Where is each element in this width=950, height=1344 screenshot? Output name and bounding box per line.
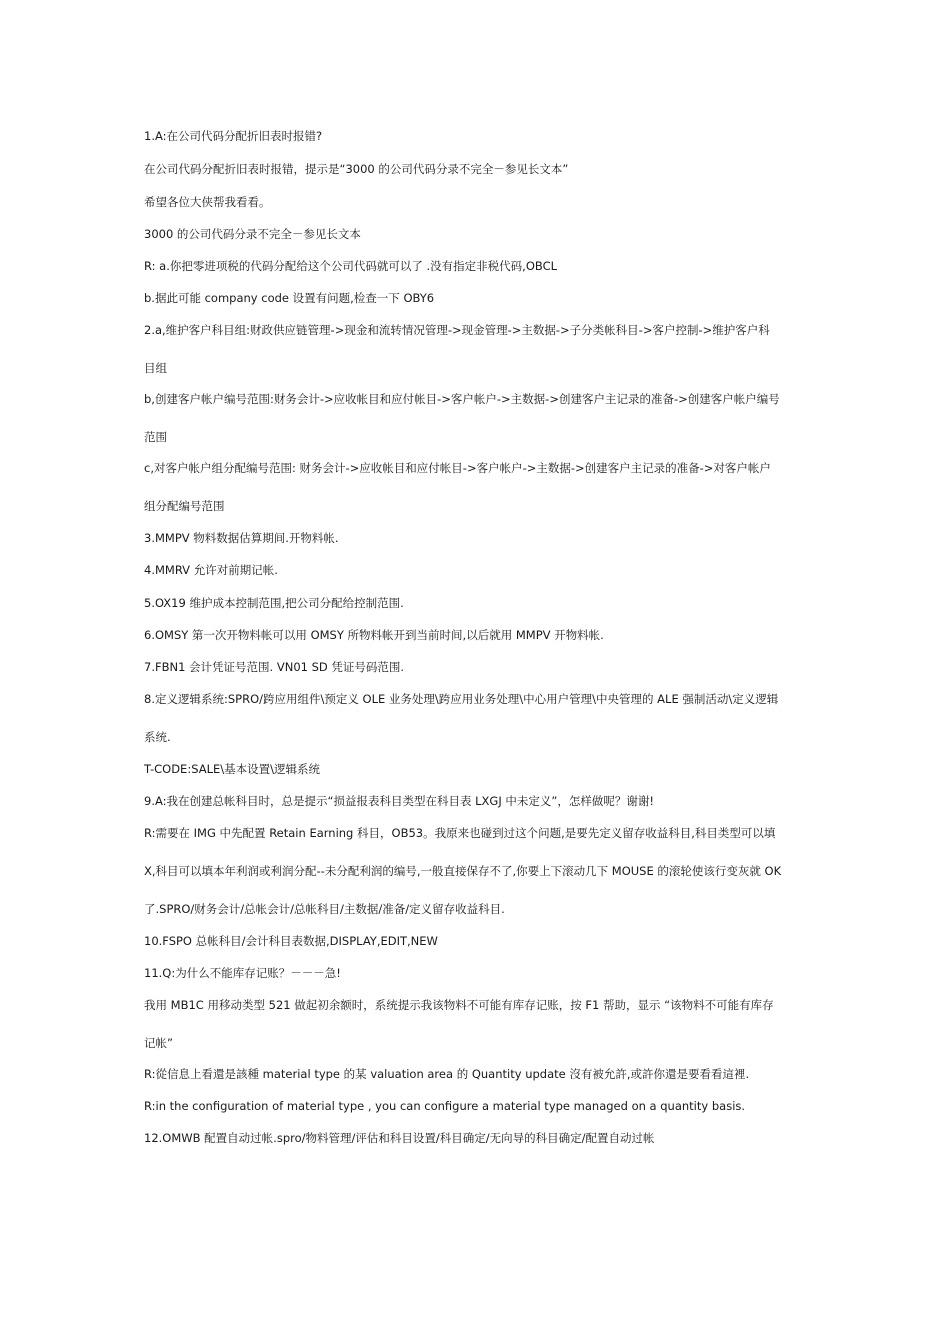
text-line: T-CODE:SALE\基本设置\逻辑系统 bbox=[144, 762, 320, 776]
text-line: 在公司代码分配折旧表时报错，提示是“3000 的公司代码分录不完全－参见长文本” bbox=[144, 162, 569, 176]
text-line: 10.FSPO 总帐科目/会计科目表数据,DISPLAY,EDIT,NEW bbox=[144, 934, 438, 948]
text-line: 9.A:我在创建总帐科目时，总是提示“损益报表科目类型在科目表 LXGJ 中未定义”，怎样做呢？谢谢! bbox=[144, 794, 654, 808]
text-line: 系统. bbox=[144, 730, 171, 744]
text-line: 目组 bbox=[144, 361, 167, 375]
text-line: 4.MMRV 允许对前期记帐. bbox=[144, 563, 278, 577]
text-line: 了.SPRO/财务会计/总帐会计/总帐科目/主数据/准备/定义留存收益科目. bbox=[144, 902, 505, 916]
text-line: 8.定义逻辑系统:SPRO/跨应用组件\预定义 OLE 业务处理\跨应用业务处理\中心用户管理\中央管理的 ALE 强制活动\定义逻辑 bbox=[144, 692, 779, 706]
text-line: c,对客户帐户组分配编号范围: 财务会计->应收帐目和应付帐目->客户帐户->主数据->创建客户主记录的准备->对客户帐户 bbox=[144, 461, 771, 475]
text-line: R: a.你把零进项税的代码分配给这个公司代码就可以了 .没有指定非税代码,OBCL bbox=[144, 259, 558, 273]
text-line: 12.OMWB 配置自动过帐.spro/物料管理/评估和科目设置/科目确定/无向导的科目确定/配置自动过帐 bbox=[144, 1131, 655, 1145]
text-line: 希望各位大侠帮我看看。 bbox=[144, 195, 271, 209]
text-line: 我用 MB1C 用移动类型 521 做起初余额时，系统提示我该物料不可能有库存记账，按 F1 帮助，显示 “该物料不可能有库存 bbox=[144, 998, 774, 1012]
text-line: R:從信息上看還是該種 material type 的某 valuation area 的 Quantity update 沒有被允許,或許你還是要看看這裡. bbox=[144, 1067, 750, 1081]
text-line: 5.OX19 维护成本控制范围,把公司分配给控制范围. bbox=[144, 596, 404, 610]
text-line: 3.MMPV 物料数据估算期间.开物料帐. bbox=[144, 531, 339, 545]
text-line: X,科目可以填本年利润或利润分配--未分配利润的编号,一般直接保存不了,你要上下滚动几下 MOUSE 的滚轮使该行变灰就 OK bbox=[144, 864, 782, 878]
text-line: 7.FBN1 会计凭证号范围. VN01 SD 凭证号码范围. bbox=[144, 660, 405, 674]
text-line: 6.OMSY 第一次开物料帐可以用 OMSY 所物料帐开到当前时间,以后就用 MMPV 开物料帐. bbox=[144, 628, 604, 642]
text-line: R:需要在 IMG 中先配置 Retain Earning 科目，OB53。我原来也碰到过这个问题,是要先定义留存收益科目,科目类型可以填 bbox=[144, 826, 776, 840]
text-line: 组分配编号范围 bbox=[144, 499, 225, 513]
text-line: 3000 的公司代码分录不完全－参见长文本 bbox=[144, 227, 361, 241]
text-line: 范围 bbox=[144, 430, 167, 444]
text-line: R:in the configuration of material type , you can configure a material type managed on a quantity basis. bbox=[144, 1099, 746, 1113]
text-line: 记帐” bbox=[144, 1036, 173, 1050]
text-line: 2.a,维护客户科目组:财政供应链管理->现金和流转情况管理->现金管理->主数据->子分类帐科目->客户控制->维护客户科 bbox=[144, 323, 770, 337]
text-line: b.据此可能 company code 设置有问题,检查一下 OBY6 bbox=[144, 291, 435, 305]
text-line: 11.Q:为什么不能库存记账？－－－急! bbox=[144, 966, 341, 980]
text-line: 1.A:在公司代码分配折旧表时报错? bbox=[144, 129, 323, 143]
text-line: b,创建客户帐户编号范围:财务会计->应收帐目和应付帐目->客户帐户->主数据->创建客户主记录的准备->创建客户帐户编号 bbox=[144, 392, 780, 406]
